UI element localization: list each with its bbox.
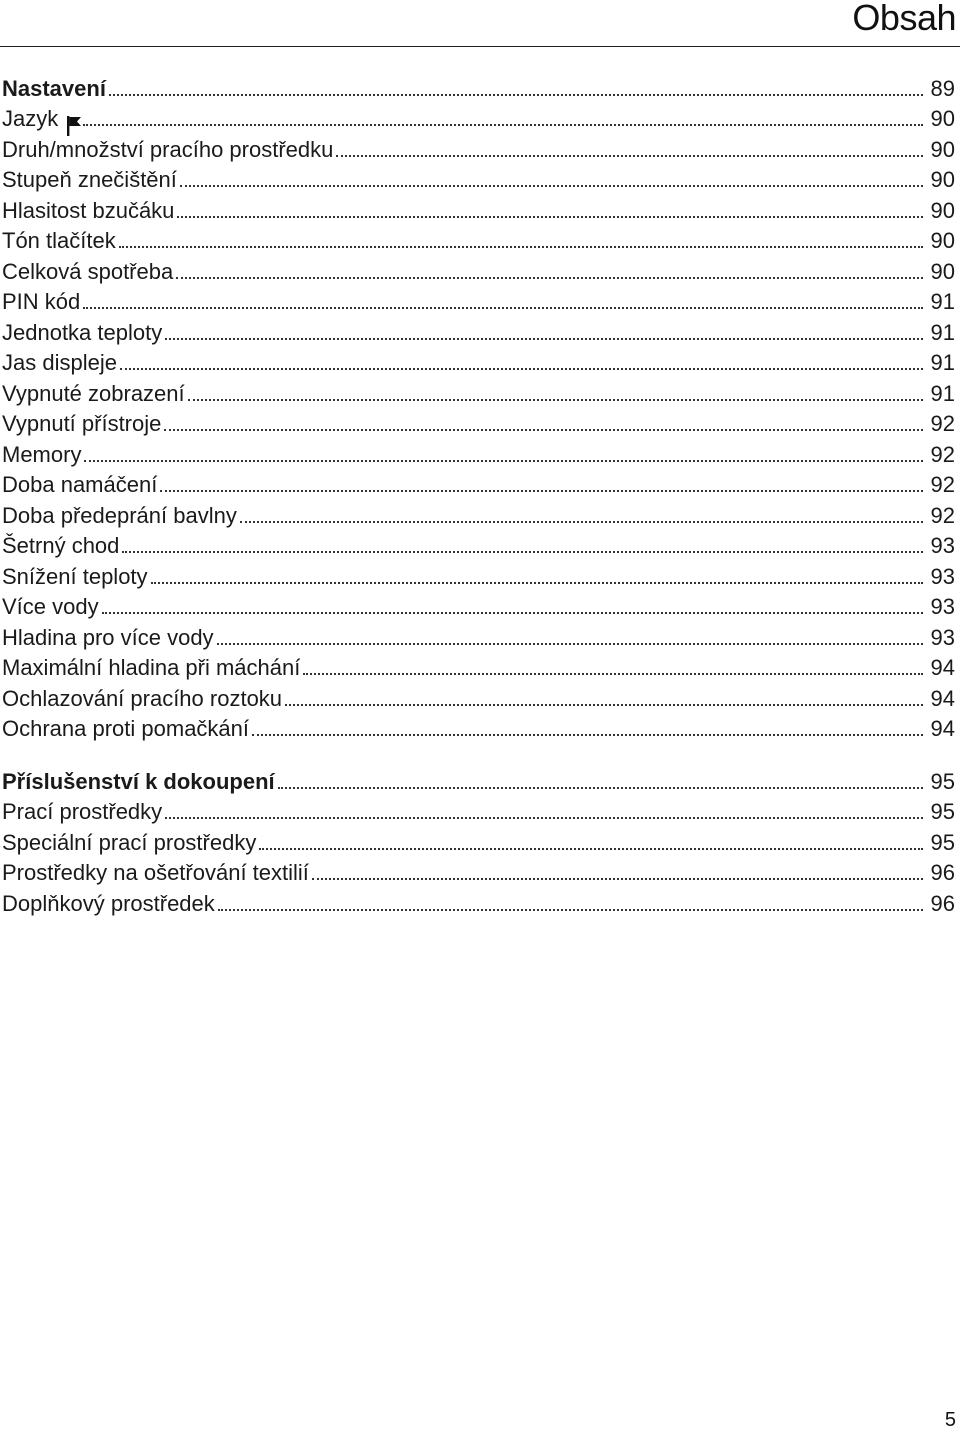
toc-entry[interactable] xyxy=(2,409,955,440)
toc-entry[interactable] xyxy=(2,256,955,287)
dot-leader xyxy=(259,848,923,850)
toc-page-number: 94 xyxy=(930,716,955,741)
toc-entry[interactable] xyxy=(2,888,955,919)
toc-page-number: 91 xyxy=(930,350,955,375)
toc-entry[interactable] xyxy=(2,226,955,257)
toc-entry-label: Ochlazování pracího roztoku xyxy=(2,685,283,711)
toc-entry[interactable] xyxy=(2,165,955,196)
toc-entry-label: Hlasitost bzučáku xyxy=(2,197,175,223)
dot-leader xyxy=(177,216,923,218)
toc-page-number: 92 xyxy=(930,441,955,467)
toc-entry[interactable] xyxy=(2,827,955,858)
dot-leader xyxy=(252,734,923,736)
toc-entry-label: PIN kód xyxy=(2,289,81,314)
toc-entry[interactable] xyxy=(2,470,955,501)
toc-entry-label: Druh/množství pracího prostředku xyxy=(2,136,334,162)
dot-leader xyxy=(151,582,923,584)
toc-page-number: 91 xyxy=(930,289,955,314)
toc-entry[interactable] xyxy=(2,561,955,592)
toc-page-number: 89 xyxy=(930,75,955,101)
toc-section xyxy=(2,73,955,744)
toc-entry[interactable] xyxy=(2,858,955,889)
toc-page-number: 90 xyxy=(930,197,955,223)
toc-page-number: 90 xyxy=(930,167,955,192)
toc-entry-label: Speciální prací prostředky xyxy=(2,829,257,855)
toc-page-number: 94 xyxy=(930,685,955,711)
page-number: 5 xyxy=(944,1409,956,1431)
toc-page-number: 90 xyxy=(930,136,955,162)
toc-page-number: 90 xyxy=(930,258,955,284)
toc-heading-entry[interactable] xyxy=(2,73,955,104)
toc-entry-label: Jas displeje xyxy=(2,350,117,375)
toc-page-number: 93 xyxy=(930,624,955,650)
dot-leader xyxy=(84,460,923,462)
dot-leader xyxy=(303,673,923,675)
toc-page-number: 92 xyxy=(930,472,955,497)
dot-leader xyxy=(217,643,923,645)
dot-leader xyxy=(312,878,923,880)
toc-entry-label: Více vody xyxy=(2,594,99,619)
toc-page-number: 93 xyxy=(930,594,955,619)
dot-leader xyxy=(285,704,923,706)
toc-entry-label: Příslušenství k dokoupení xyxy=(2,768,275,794)
toc-entry[interactable] xyxy=(2,592,955,623)
toc-entry-label: Doplňkový prostředek xyxy=(2,890,215,916)
toc-entry-label: Nastavení xyxy=(2,75,106,101)
dot-leader xyxy=(336,155,923,157)
dot-leader xyxy=(83,307,923,309)
toc-entry[interactable] xyxy=(2,378,955,409)
page-title: Obsah xyxy=(852,0,956,38)
toc-entry[interactable] xyxy=(2,500,955,531)
toc-entry[interactable] xyxy=(2,439,955,470)
toc-entry-label: Stupeň znečištění xyxy=(2,167,177,192)
toc-entry-label: Doba předeprání bavlny xyxy=(2,502,237,528)
toc-entry-label: Vypnutí přístroje xyxy=(2,411,162,436)
dot-leader xyxy=(165,817,923,819)
toc-page-number: 91 xyxy=(930,380,955,406)
toc-page-number: 91 xyxy=(930,319,955,345)
toc-entry-label: Jazyk xyxy=(2,106,59,131)
toc-entry-label: Snížení teploty xyxy=(2,563,148,589)
dot-leader xyxy=(83,124,923,126)
toc-page-number: 92 xyxy=(930,502,955,528)
toc-page-number: 96 xyxy=(930,890,955,916)
toc-entry-label: Ochrana proti pomačkání xyxy=(2,716,250,741)
toc-entry[interactable] xyxy=(2,287,955,318)
toc-entry-label: Doba namáčení xyxy=(2,472,158,497)
dot-leader xyxy=(176,277,923,279)
dot-leader xyxy=(218,909,923,911)
dot-leader xyxy=(278,787,923,789)
toc-entry-label: Jednotka teploty xyxy=(2,319,163,345)
dot-leader xyxy=(122,551,923,553)
table-of-contents xyxy=(2,73,955,919)
toc-entry-label: Memory xyxy=(2,441,82,467)
toc-entry-label: Prací prostředky xyxy=(2,799,163,824)
toc-entry[interactable] xyxy=(2,134,955,165)
toc-entry[interactable] xyxy=(2,104,955,135)
dot-leader xyxy=(120,368,923,370)
toc-entry-label: Tón tlačítek xyxy=(2,228,116,253)
page-header xyxy=(0,0,960,47)
toc-entry-label: Celková spotřeba xyxy=(2,258,174,284)
dot-leader xyxy=(164,429,923,431)
dot-leader xyxy=(109,94,923,96)
toc-entry[interactable] xyxy=(2,348,955,379)
dot-leader xyxy=(180,185,923,187)
toc-page-number: 93 xyxy=(930,563,955,589)
dot-leader xyxy=(160,490,923,492)
dot-leader xyxy=(240,521,923,523)
toc-page-number: 95 xyxy=(930,829,955,855)
toc-entry[interactable] xyxy=(2,683,955,714)
toc-heading-entry[interactable] xyxy=(2,766,955,797)
dot-leader xyxy=(165,338,923,340)
toc-entry-label: Maximální hladina při máchání xyxy=(2,655,301,680)
toc-entry[interactable] xyxy=(2,195,955,226)
toc-entry-label: Hladina pro více vody xyxy=(2,624,214,650)
toc-page-number: 90 xyxy=(930,106,955,131)
toc-page-number: 94 xyxy=(930,655,955,680)
toc-page-number: 95 xyxy=(930,799,955,824)
toc-entry[interactable] xyxy=(2,622,955,653)
toc-entry-label: Prostředky na ošetřování textilií xyxy=(2,860,309,885)
dot-leader xyxy=(188,399,923,401)
toc-page-number: 93 xyxy=(930,533,955,558)
toc-entry[interactable] xyxy=(2,317,955,348)
toc-entry[interactable] xyxy=(2,797,955,828)
toc-entry[interactable] xyxy=(2,653,955,684)
flag-icon xyxy=(67,114,81,134)
toc-entry[interactable] xyxy=(2,531,955,562)
toc-page-number: 90 xyxy=(930,228,955,253)
toc-entry-label: Šetrný chod xyxy=(2,533,120,558)
dot-leader xyxy=(102,612,923,614)
toc-page-number: 95 xyxy=(930,768,955,794)
toc-entry[interactable] xyxy=(2,714,955,745)
toc-page-number: 96 xyxy=(930,860,955,885)
dot-leader xyxy=(119,246,923,248)
toc-page-number: 92 xyxy=(930,411,955,436)
toc-section xyxy=(2,766,955,919)
toc-entry-label: Vypnuté zobrazení xyxy=(2,380,185,406)
